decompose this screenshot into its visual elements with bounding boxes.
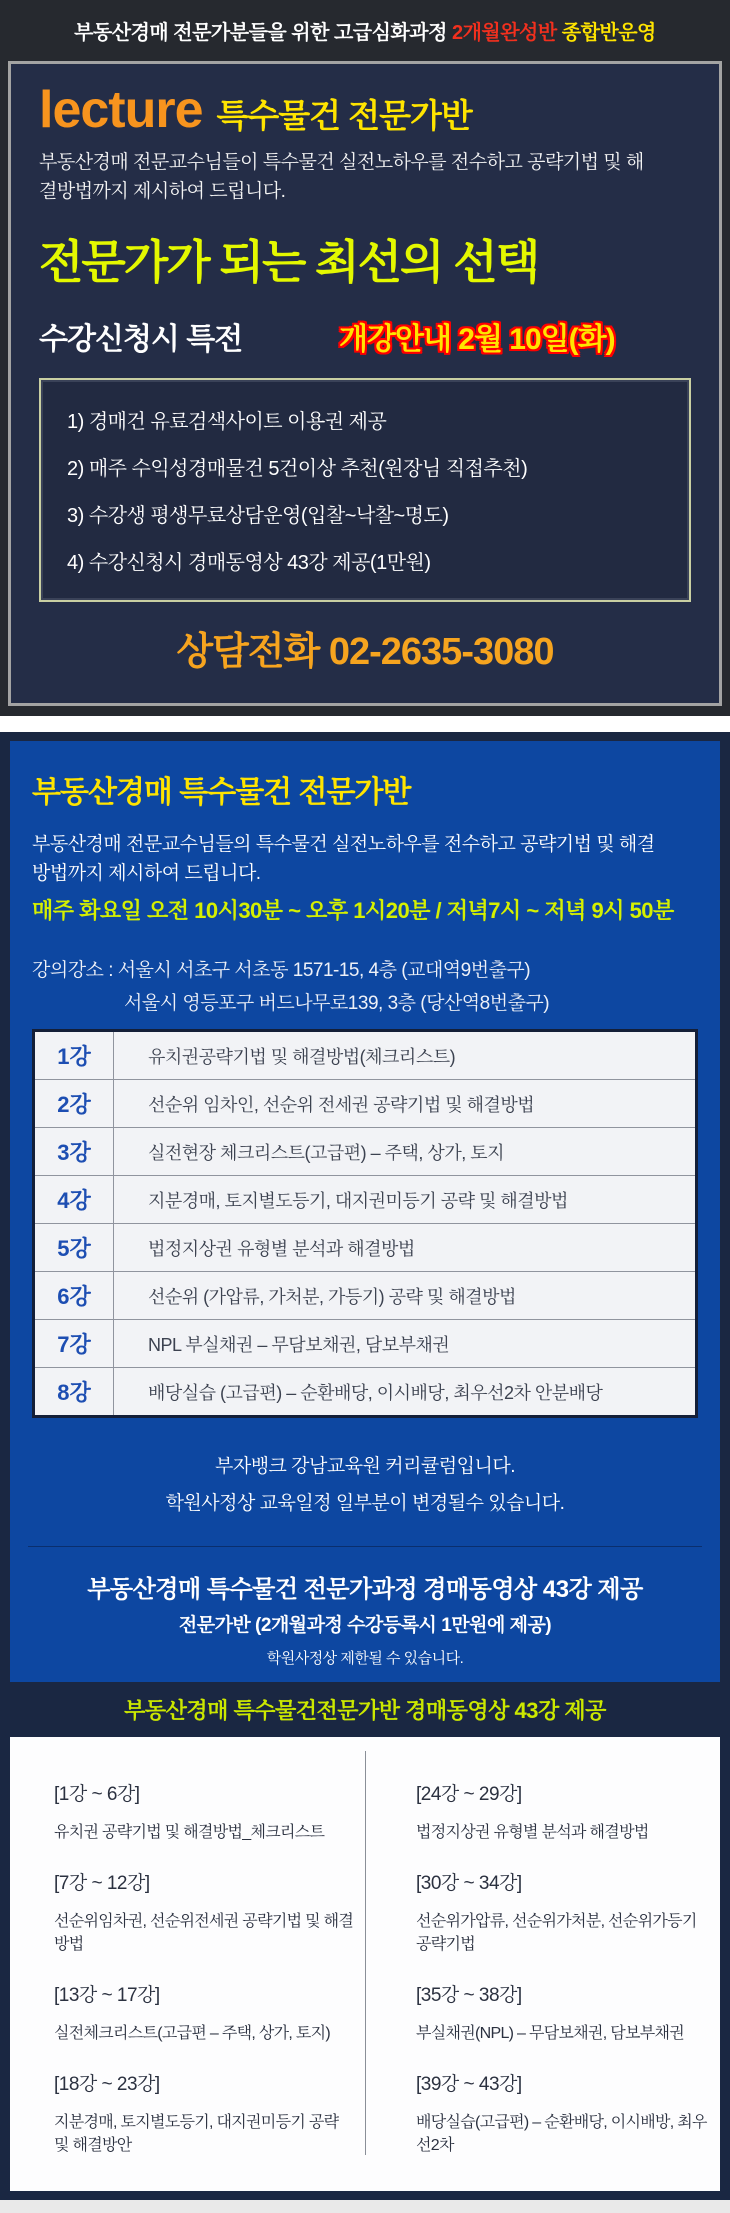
top-banner-highlight-red: 2개월완성반 — [451, 22, 557, 44]
table-row — [34, 1272, 697, 1320]
hero-section — [0, 0, 730, 716]
note-line: 학원사정상 교육일정 일부분이 변경될수 있습니다. — [165, 1493, 565, 1514]
lesson-topic: 실전현장 체크리스트(고급편) – 주택, 상가, 토지 — [114, 1128, 697, 1176]
video-group-desc: 실전체크리스트(고급편 – 주택, 상가, 토지) — [54, 2025, 331, 2042]
course-section-frame — [0, 732, 730, 2200]
lesson-topic: NPL 부실채권 – 무담보채권, 담보부채권 — [114, 1320, 697, 1368]
hero-course-title: 특수물건 전문가반 — [216, 97, 472, 134]
page-bottom-strip — [0, 2200, 730, 2213]
lesson-number: 7강 — [34, 1320, 114, 1368]
lesson-number: 1강 — [34, 1031, 114, 1080]
table-row — [34, 1224, 697, 1272]
video-group-desc: 지분경매, 토지별도등기, 대지권미등기 공략 및 해결방안 — [54, 2114, 339, 2154]
video-group-range: [13강 ~ 17강] — [54, 1985, 160, 2006]
video-offer-title: 부동산경매 특수물건 전문가과정 경매동영상 43강 제공 — [87, 1576, 643, 1603]
lecture-heading — [39, 81, 691, 139]
course-location — [32, 955, 698, 1015]
video-group-desc: 법정지상권 유형별 분석과 해결방법 — [416, 1824, 649, 1841]
lesson-number: 6강 — [34, 1272, 114, 1320]
benefit-list-box — [39, 378, 691, 602]
table-row — [34, 1128, 697, 1176]
table-row — [34, 1031, 697, 1080]
lesson-number: 4강 — [34, 1176, 114, 1224]
video-group-desc: 유치권 공략기법 및 해결방법_체크리스트 — [54, 1824, 325, 1841]
lesson-number: 8강 — [34, 1368, 114, 1417]
video-offer-disclaimer: 학원사정상 제한될 수 있습니다. — [266, 1650, 464, 1667]
benefit-item: 3) 수강생 평생무료상담운영(입찰~낙찰~명도) — [67, 505, 449, 527]
note-line: 부자뱅크 강남교육원 커리큘럼입니다. — [214, 1456, 515, 1477]
benefit-item: 4) 수강신청시 경매동영상 43강 제공(1만원) — [67, 552, 431, 574]
course-schedule: 매주 화요일 오전 10시30분 ~ 오후 1시20분 / 저녁7시 ~ 저녁 9시 50분 — [32, 898, 674, 923]
section-gap — [0, 716, 730, 732]
video-group-range: [30강 ~ 34강] — [416, 1873, 522, 1894]
video-offer-subtitle: 전문가반 (2개월과정 수강등록시 1만원에 제공) — [178, 1615, 552, 1636]
table-row — [34, 1320, 697, 1368]
table-row — [34, 1368, 697, 1417]
video-group-column-left — [10, 1751, 365, 2155]
lesson-number: 5강 — [34, 1224, 114, 1272]
course-description: 부동산경매 전문교수님들의 특수물건 실전노하우를 전수하고 공략기법 및 해결방법까지 제시하여 드립니다. — [32, 834, 655, 884]
video-group-desc: 부실채권(NPL) – 무담보채권, 담보부채권 — [416, 2025, 685, 2042]
course-title: 부동산경매 특수물건 전문가반 — [32, 776, 411, 809]
lesson-topic: 법정지상권 유형별 분석과 해결방법 — [114, 1224, 697, 1272]
benefit-item: 1) 경매건 유료검색사이트 이용권 제공 — [67, 411, 387, 433]
benefit-header-row — [39, 314, 691, 358]
video-group-panel — [10, 1737, 720, 2191]
lesson-topic: 선순위 임차인, 선순위 전세권 공략기법 및 해결방법 — [114, 1080, 697, 1128]
benefit-item: 2) 매주 수익성경매물건 5건이상 추천(원장님 직접추천) — [67, 458, 528, 480]
top-banner — [8, 10, 722, 61]
video-group-desc: 배당실습(고급편) – 순환배당, 이시배방, 최우선2차 — [416, 2114, 707, 2154]
phone-number: 상담전화 02-2635-3080 — [176, 631, 554, 673]
video-group-range: [39강 ~ 43강] — [416, 2074, 522, 2095]
video-group-range: [24강 ~ 29강] — [416, 1784, 522, 1805]
hero-slogan: 전문가가 되는 최선의 선택 — [39, 236, 539, 288]
table-row — [34, 1080, 697, 1128]
video-group-range: [7강 ~ 12강] — [54, 1873, 150, 1894]
lesson-topic: 선순위 (가압류, 가처분, 가등기) 공략 및 해결방법 — [114, 1272, 697, 1320]
video-offer — [32, 1569, 698, 1668]
benefit-title: 수강신청시 특전 — [39, 323, 243, 356]
lesson-topic: 배당실습 (고급편) – 순환배당, 이시배당, 최우선2차 안분배당 — [148, 1382, 603, 1403]
divider — [28, 1546, 702, 1547]
video-group-range: [35강 ~ 38강] — [416, 1985, 522, 2006]
lesson-number: 2강 — [34, 1080, 114, 1128]
video-group-desc: 선순위가압류, 선순위가처분, 선순위가등기 공략기법 — [416, 1913, 697, 1953]
curriculum-table — [32, 1029, 698, 1418]
video-group-range: [18강 ~ 23강] — [54, 2074, 160, 2095]
location-line-2: 서울시 영등포구 버드나무로139, 3층 (당산역8번출구) — [124, 993, 550, 1014]
course-section — [10, 741, 720, 2191]
video-group-desc: 선순위임차권, 선순위전세권 공략기법 및 해결방법 — [54, 1913, 354, 1953]
lesson-number: 3강 — [34, 1128, 114, 1176]
curriculum-notes — [32, 1446, 698, 1520]
video-list-header-text: 부동산경매 특수물건전문가반 경매동영상 43강 제공 — [124, 1698, 606, 1723]
hero-description: 부동산경매 전문교수님들이 특수물건 실전노하우를 전수하고 공략기법 및 해결방법까지 제시하여 드립니다. — [39, 152, 644, 202]
location-line-1: 강의강소 : 서울시 서초구 서초동 1571-15, 4층 (교대역9번출구) — [32, 960, 531, 981]
lesson-topic: 유치권공략기법 및 해결방법(체크리스트) — [114, 1031, 697, 1080]
table-row — [34, 1176, 697, 1224]
video-group-column-right — [365, 1751, 720, 2155]
hero-box — [8, 61, 722, 706]
video-list-header-bar — [10, 1682, 720, 1737]
lecture-word: lecture — [39, 81, 203, 139]
top-banner-text: 부동산경매 전문가분들을 위한 고급심화과정 — [74, 22, 452, 44]
top-banner-highlight-yellow: 종합반운영 — [556, 22, 656, 44]
video-group-range: [1강 ~ 6강] — [54, 1784, 140, 1805]
lesson-topic: 지분경매, 토지별도등기, 대지권미등기 공략 및 해결방법 — [114, 1176, 697, 1224]
open-date-notice: 개강안내 2월 10일(화) — [339, 323, 615, 356]
